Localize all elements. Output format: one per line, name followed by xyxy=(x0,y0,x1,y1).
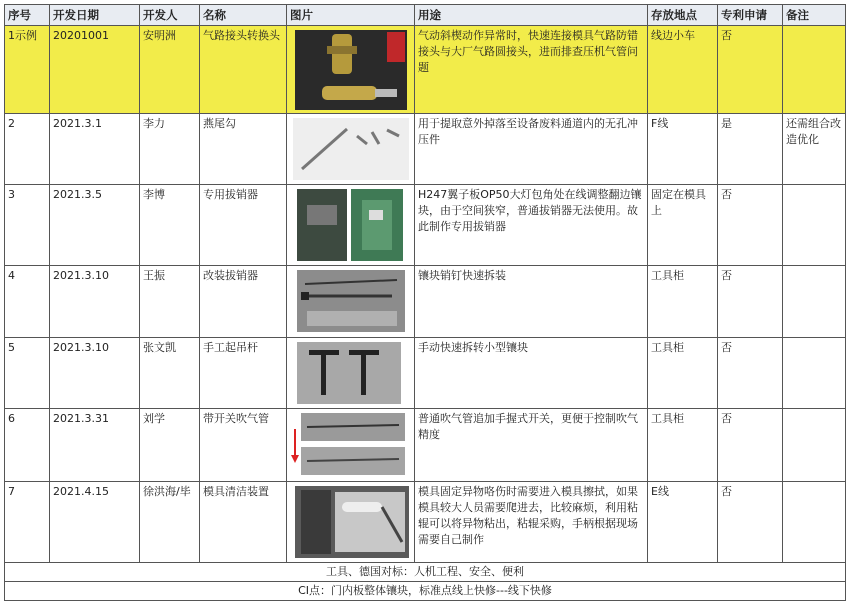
cell-developer: 张文凯 xyxy=(140,338,200,409)
cell-developer: 安明洲 xyxy=(140,26,200,114)
cell-picture xyxy=(287,338,415,409)
cell-location: 线边小车 xyxy=(648,26,718,114)
cell-use: H247翼子板OP50大灯包角处在线调整翻边镶块，由于空间狭窄，普通拔销器无法使用。故此制作专用拔销器 xyxy=(415,185,648,266)
cell-location: 工具柜 xyxy=(648,338,718,409)
cell-patent: 是 xyxy=(718,114,783,185)
cell-location: F线 xyxy=(648,114,718,185)
cell-developer: 王振 xyxy=(140,266,200,338)
cell-no: 7 xyxy=(5,482,50,563)
cell-name: 改装拔销器 xyxy=(200,266,287,338)
table-row xyxy=(5,114,846,185)
cell-developer: 李博 xyxy=(140,185,200,266)
footer-benchmark-text: 工具、德国对标：人机工程、安全、便利 xyxy=(5,563,846,582)
air-fitting-photo xyxy=(287,26,415,113)
cell-note xyxy=(783,185,846,266)
header-cell: 名称 xyxy=(200,5,287,26)
cell-picture xyxy=(287,185,415,266)
cell-name: 专用拔销器 xyxy=(200,185,287,266)
cell-date: 2021.3.10 xyxy=(50,338,140,409)
cell-use: 镶块销钉快速拆装 xyxy=(415,266,648,338)
cell-patent: 否 xyxy=(718,482,783,563)
table-row xyxy=(5,482,846,563)
cell-developer: 徐洪海/毕 xyxy=(140,482,200,563)
cell-no: 1示例 xyxy=(5,26,50,114)
cell-picture xyxy=(287,409,415,482)
cell-location: 固定在模具上 xyxy=(648,185,718,266)
cell-date: 20201001 xyxy=(50,26,140,114)
header-cell: 备注 xyxy=(783,5,846,26)
header-cell: 存放地点 xyxy=(648,5,718,26)
cell-name: 手工起吊杆 xyxy=(200,338,287,409)
cell-note xyxy=(783,338,846,409)
cell-picture xyxy=(287,266,415,338)
cell-note xyxy=(783,266,846,338)
cell-date: 2021.3.1 xyxy=(50,114,140,185)
footer-row xyxy=(5,563,846,582)
cell-patent: 否 xyxy=(718,185,783,266)
cell-use: 手动快速拆转小型镶块 xyxy=(415,338,648,409)
cell-note xyxy=(783,26,846,114)
cell-note: 还需组合改造优化 xyxy=(783,114,846,185)
table-row xyxy=(5,338,846,409)
pin-puller-photo xyxy=(287,185,415,265)
lifting-bar-photo xyxy=(287,338,415,408)
cell-use: 气动斜楔动作异常时，快速连接模具气路防错接头与大厂气路圆接头，进而排查压机气管问题 xyxy=(415,26,648,114)
cell-patent: 否 xyxy=(718,409,783,482)
mold-cleaning-device-photo xyxy=(287,482,415,562)
cell-use: 普通吹气管追加手握式开关，更便于控制吹气精度 xyxy=(415,409,648,482)
cell-picture xyxy=(287,482,415,563)
cell-no: 4 xyxy=(5,266,50,338)
table-row xyxy=(5,409,846,482)
header-row xyxy=(5,5,846,26)
cell-patent: 否 xyxy=(718,26,783,114)
cell-note xyxy=(783,482,846,563)
dovetail-hook-photo xyxy=(287,114,415,184)
header-cell: 用途 xyxy=(415,5,648,26)
cell-date: 2021.3.5 xyxy=(50,185,140,266)
cell-name: 带开关吹气管 xyxy=(200,409,287,482)
header-cell: 专利申请 xyxy=(718,5,783,26)
cell-name: 气路接头转换头 xyxy=(200,26,287,114)
cell-no: 6 xyxy=(5,409,50,482)
cell-date: 2021.3.10 xyxy=(50,266,140,338)
cell-date: 2021.3.31 xyxy=(50,409,140,482)
cell-use: 模具固定异物咯伤时需要进入模具擦拭，如果模具较大人员需要爬进去，比较麻烦，利用粘辊可以将异物粘出，粘辊采购，手柄根据现场需要自己制作 xyxy=(415,482,648,563)
cell-name: 燕尾勾 xyxy=(200,114,287,185)
cell-name: 模具清洁装置 xyxy=(200,482,287,563)
table-row xyxy=(5,26,846,114)
header-cell: 图片 xyxy=(287,5,415,26)
cell-date: 2021.4.15 xyxy=(50,482,140,563)
table-row xyxy=(5,185,846,266)
air-blow-pipe-photo xyxy=(287,409,415,481)
header-cell: 序号 xyxy=(5,5,50,26)
modified-pin-puller-photo xyxy=(287,266,415,337)
footer-row xyxy=(5,582,846,601)
cell-use: 用于提取意外掉落至设备废料通道内的无孔冲压件 xyxy=(415,114,648,185)
footer-ci-text: CI点：门内板整体镶块，标准点线上快修---线下快修 xyxy=(5,582,846,601)
cell-no: 3 xyxy=(5,185,50,266)
cell-location: E线 xyxy=(648,482,718,563)
cell-developer: 李力 xyxy=(140,114,200,185)
cell-location: 工具柜 xyxy=(648,266,718,338)
tool-table-sheet xyxy=(4,4,845,596)
cell-no: 2 xyxy=(5,114,50,185)
cell-patent: 否 xyxy=(718,338,783,409)
cell-picture xyxy=(287,26,415,114)
table-row xyxy=(5,266,846,338)
cell-picture xyxy=(287,114,415,185)
cell-developer: 刘学 xyxy=(140,409,200,482)
header-cell: 开发人 xyxy=(140,5,200,26)
cell-no: 5 xyxy=(5,338,50,409)
cell-patent: 否 xyxy=(718,266,783,338)
tool-table xyxy=(4,4,846,601)
cell-location: 工具柜 xyxy=(648,409,718,482)
cell-note xyxy=(783,409,846,482)
header-cell: 开发日期 xyxy=(50,5,140,26)
